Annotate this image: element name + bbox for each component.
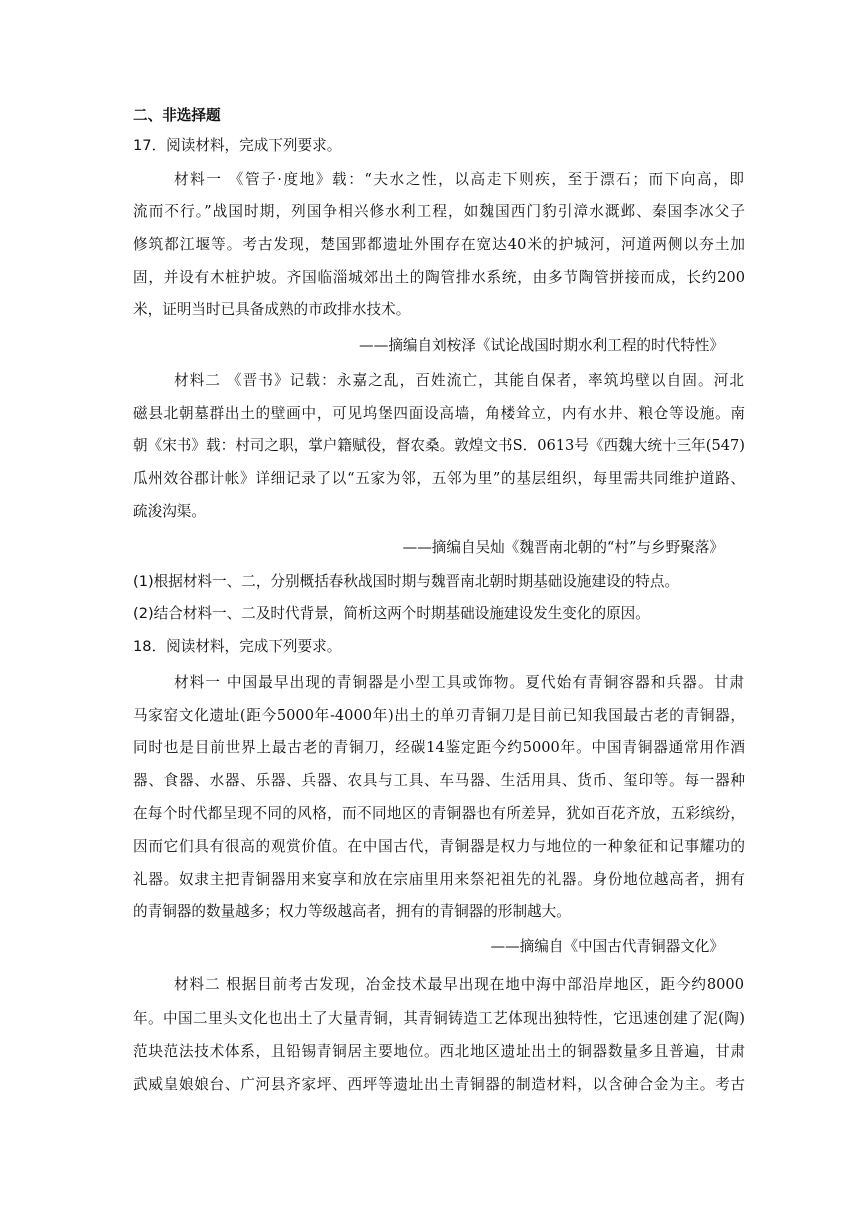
q18-material1-line: 器、食器、水器、乐器、兵器、农具与工具、车马器、生活用具、货币、玺印等。每一器种 [133,772,745,789]
q17-material1-line: 米，证明当时已具备成熟的市政排水技术。 [133,301,411,318]
q18-material1-line: 因而它们具有很高的观赏价值。在中国古代，青铜器是权力与地位的一种象征和记事耀功的 [133,838,745,855]
q17-material1-line: 材料一 《管子·度地》载：“夫水之性，以高走下则疾，至于漂石；而下向高，即 [174,171,744,188]
q17-material1-line: 流而不行。”战国时期，列国争相兴修水利工程，如魏国西门豹引漳水溉邺、秦国李冰父子 [133,203,745,220]
q18-material2-line: 范块范法技术体系，且铅锡青铜居主要地位。西北地区遗址出土的铜器数量多且普遍，甘肃 [133,1043,745,1060]
q17-material2-line: 朝《宋书》载：村司之职，掌户籍赋役，督农桑。敦煌文书S．0613号《西魏大统十三年(547) [133,437,745,454]
q17-material1-source: ——摘编自刘桉泽《试论战国时期水利工程的时代特性》 [359,337,724,354]
q18-material1-line: 在每个时代都呈现不同的风格，而不同地区的青铜器也有所差异，犹如百花齐放，五彩缤纷， [133,805,745,822]
q17-requirement-2: (2)结合材料一、二及时代背景，简析这两个时期基础设施建设发生变化的原因。 [133,605,650,622]
section-title: 二、非选择题 [133,107,221,124]
q18-material2-line: 材料二 根据目前考古发现，冶金技术最早出现在地中海中部沿岸地区，距今约8000 [174,976,744,993]
q18-material2-line: 武威皇娘娘台、广河县齐家坪、西坪等遗址出土青铜器的制造材料，以含砷合金为主。考古 [133,1076,745,1093]
q18-material1-line: 马家窑文化遗址(距今5000年-4000年)出土的单刃青铜刀是目前已知我国最古老的青铜器， [133,707,745,724]
q18-material1-line: 材料一 中国最早出现的青铜器是小型工具或饰物。夏代始有青铜容器和兵器。甘肃 [174,674,744,691]
q17-material2-source: ——摘编自吴灿《魏晋南北朝的“村”与乡野聚落》 [402,539,724,556]
q18-material2-line: 年。中国二里头文化也出土了大量青铜，其青铜铸造工艺体现出独特性，它迅速创建了泥(陶) [133,1010,745,1027]
q18-material1-source: ——摘编自《中国古代青铜器文化》 [490,938,724,955]
q18-stem: 18．阅读材料，完成下列要求。 [133,638,342,655]
q18-material1-line: 的青铜器的数量越多；权力等级越高者，拥有的青铜器的形制越大。 [133,903,571,920]
q17-material2-line: 磁县北朝墓群出土的壁画中，可见坞堡四面设高墙，角楼耸立，内有水井、粮仓等设施。南 [133,405,745,422]
q17-requirement-1: (1)根据材料一、二，分别概括春秋战国时期与魏晋南北朝时期基础设施建设的特点。 [133,573,680,590]
q17-material1-line: 修筑都江堰等。考古发现，楚国郢都遗址外围存在宽达40米的护城河，河道两侧以夯土加 [133,236,745,253]
q17-material2-line: 材料二 《晋书》记载：永嘉之乱，百姓流亡，其能自保者，率筑坞壁以自固。河北 [174,372,744,389]
q17-material2-line: 瓜州效谷郡计帐》详细记录了以“五家为邻，五邻为里”的基层组织，每里需共同维护道路、 [133,470,745,487]
q17-material2-line: 疏浚沟渠。 [133,503,206,520]
q17-stem: 17．阅读材料，完成下列要求。 [133,137,342,154]
q18-material1-line: 同时也是目前世界上最古老的青铜刀，经碳14鉴定距今约5000年。中国青铜器通常用作酒 [133,739,745,756]
q18-material1-line: 礼器。奴隶主把青铜器用来宴享和放在宗庙里用来祭祀祖先的礼器。身份地位越高者，拥有 [133,871,745,888]
q17-material1-line: 固，并设有木桩护坡。齐国临淄城郊出土的陶管排水系统，由多节陶管拼接而成，长约200 [133,269,745,286]
